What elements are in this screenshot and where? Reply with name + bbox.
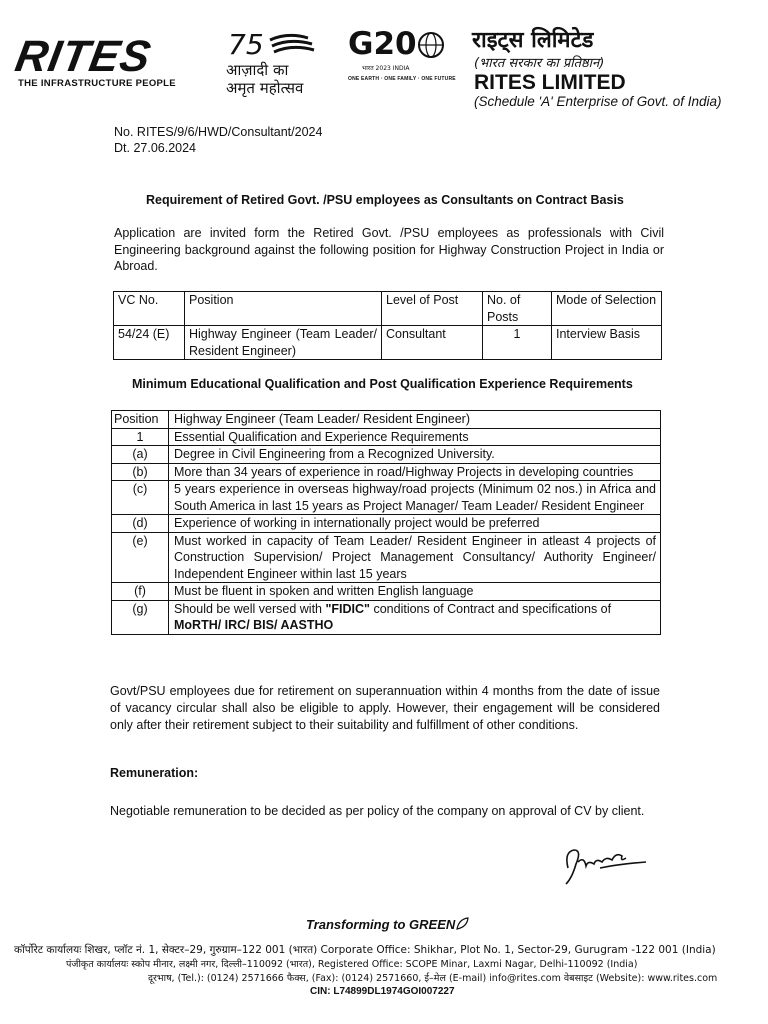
qual-row-text: 5 years experience in overseas highway/road projects (Minimum 02 nos.) in Africa and South America in last 15 years as Project Manager/ Team Leader/ Resident Engineer — [169, 481, 661, 515]
qual-row — [112, 463, 661, 481]
retirement-paragraph: Govt/PSU employees due for retirement on superannuation within 4 months from the date of issue of vacancy circular shall also be eligible to apply. However, their engagement will be considered only after their retirement subject to their suitability and fulfillment of other conditions. — [110, 684, 660, 732]
qualification-table — [111, 410, 661, 635]
qual-row-text-fidic — [169, 600, 661, 634]
fidic-bold: "FIDIC" — [325, 601, 370, 616]
cell-position: Highway Engineer (Team Leader/ Resident Engineer) — [185, 326, 382, 360]
g20-text: G20 — [348, 26, 417, 62]
rites-logo-text: RITES — [11, 32, 155, 81]
qual-header-role: Highway Engineer (Team Leader/ Resident Engineer) — [169, 411, 661, 429]
azadi-line2: अमृत महोत्सव — [226, 79, 304, 97]
qual-row — [112, 446, 661, 464]
qual-row-id: (d) — [112, 515, 169, 533]
qual-row-id: (b) — [112, 463, 169, 481]
qual-row — [112, 481, 661, 515]
reference-date: Dt. 27.06.2024 — [114, 141, 197, 155]
fidic-suffix: conditions of Contract and specifications of — [369, 601, 612, 616]
reference-block — [114, 124, 322, 156]
leaf-icon — [455, 917, 469, 931]
hindi-company-name: राइट्स लिमिटेड — [472, 28, 594, 53]
vacancy-header-row — [114, 292, 662, 326]
reference-number: No. RITES/9/6/HWD/Consultant/2024 — [114, 125, 323, 139]
qual-row — [112, 428, 661, 446]
azadi-75-icon — [222, 26, 340, 62]
azadi-ka-amrit-mahotsav-logo — [222, 26, 340, 110]
qual-row — [112, 515, 661, 533]
cell-posts: 1 — [483, 326, 552, 360]
g20-line1: भारत 2023 INDIA — [362, 65, 410, 72]
azadi-line1: आज़ादी का — [226, 61, 289, 79]
qual-row-text: Degree in Civil Engineering from a Recognized University. — [169, 446, 661, 464]
qual-row-text: Must be fluent in spoken and written English language — [169, 583, 661, 601]
footer-registered-office: पंजीकृत कार्यालयः स्कोप मीनार, लक्ष्मी नगर, दिल्ली–110092 (भारत), Registered Office: SCOPE Minar, Laxmi Nagar, Delhi-110092 (India) — [66, 959, 638, 970]
qual-row-id: 1 — [112, 428, 169, 446]
hindi-company-subtitle: (भारत सरकार का प्रतिष्ठान) — [474, 56, 605, 71]
cell-mode: Interview Basis — [552, 326, 662, 360]
g20-logo — [342, 26, 454, 96]
footer-contact: दूरभाष, (Tel.): (0124) 2571666 फैक्स, (Fax): (0124) 2571660, ई–मेल (E-mail) info@rites.com वेबसाइट (Website): www.rites.com — [148, 973, 718, 984]
footer-cin: CIN: L74899DL1974GOI007227 — [310, 986, 455, 997]
qual-header-position: Position — [112, 411, 169, 429]
header-posts: No. of Posts — [483, 292, 552, 326]
cell-level: Consultant — [382, 326, 483, 360]
qual-row-text: Must worked in capacity of Team Leader/ Resident Engineer in atleast 4 projects of Construction Supervision/ Project Management Consultancy/ Authority Engineer/ Independent Engineer within last 15 years — [169, 532, 661, 583]
remuneration-text: Negotiable remuneration to be decided as per policy of the company on approval of CV by client. — [110, 804, 645, 818]
globe-icon — [416, 30, 446, 60]
g20-line2: ONE EARTH · ONE FAMILY · ONE FUTURE — [348, 76, 456, 82]
header-level: Level of Post — [382, 292, 483, 326]
qual-row-id: (a) — [112, 446, 169, 464]
fidic-line2: MoRTH/ IRC/ BIS/ AASTHO — [174, 618, 334, 632]
document-title: Requirement of Retired Govt. /PSU employees as Consultants on Contract Basis — [146, 193, 624, 207]
azadi-75-number: 75 — [228, 28, 264, 61]
qual-header-row — [112, 411, 661, 429]
fidic-prefix: Should be well versed with — [174, 601, 326, 616]
qual-row-id: (f) — [112, 583, 169, 601]
rites-logo — [11, 28, 208, 90]
signature-icon — [560, 838, 652, 888]
header-position: Position — [185, 292, 382, 326]
cell-vc-no: 54/24 (E) — [114, 326, 185, 360]
qualification-title: Minimum Educational Qualification and Post Qualification Experience Requirements — [132, 377, 633, 391]
remuneration-heading: Remuneration: — [110, 766, 199, 780]
vacancy-row — [114, 326, 662, 360]
header-vc-no: VC No. — [114, 292, 185, 326]
qual-row — [112, 600, 661, 634]
qual-row-text: Experience of working in internationally project would be preferred — [169, 515, 661, 533]
footer-tagline-text: Transforming to GREEN — [306, 917, 456, 932]
qual-row-id: (c) — [112, 481, 169, 515]
footer-tagline — [306, 917, 469, 932]
footer-corporate-office: कॉर्पोरेट कार्यालयः शिखर, प्लॉट नं. 1, सेक्टर–29, गुरुग्राम–122 001 (भारत) Corporate Office: Shikhar, Plot No. 1, Sector-29, Gurugram -122 001 (India) — [14, 944, 716, 956]
intro-paragraph: Application are invited form the Retired Govt. /PSU employees as professionals with Civil Engineering background against the following position for Highway Construction Project in India or Abroad. — [114, 226, 664, 273]
qual-row-text: Essential Qualification and Experience Requirements — [169, 428, 661, 446]
rites-logo-tagline: THE INFRASTRUCTURE PEOPLE — [18, 78, 176, 89]
company-name: RITES LIMITED — [474, 71, 626, 94]
qual-row-id: (e) — [112, 532, 169, 583]
vacancy-table — [113, 291, 662, 360]
company-subtitle: (Schedule 'A' Enterprise of Govt. of India) — [474, 94, 722, 109]
qual-row — [112, 532, 661, 583]
qual-row-text: More than 34 years of experience in road/Highway Projects in developing countries — [169, 463, 661, 481]
header-mode: Mode of Selection — [552, 292, 662, 326]
qual-row-id: (g) — [112, 600, 169, 634]
qual-row — [112, 583, 661, 601]
